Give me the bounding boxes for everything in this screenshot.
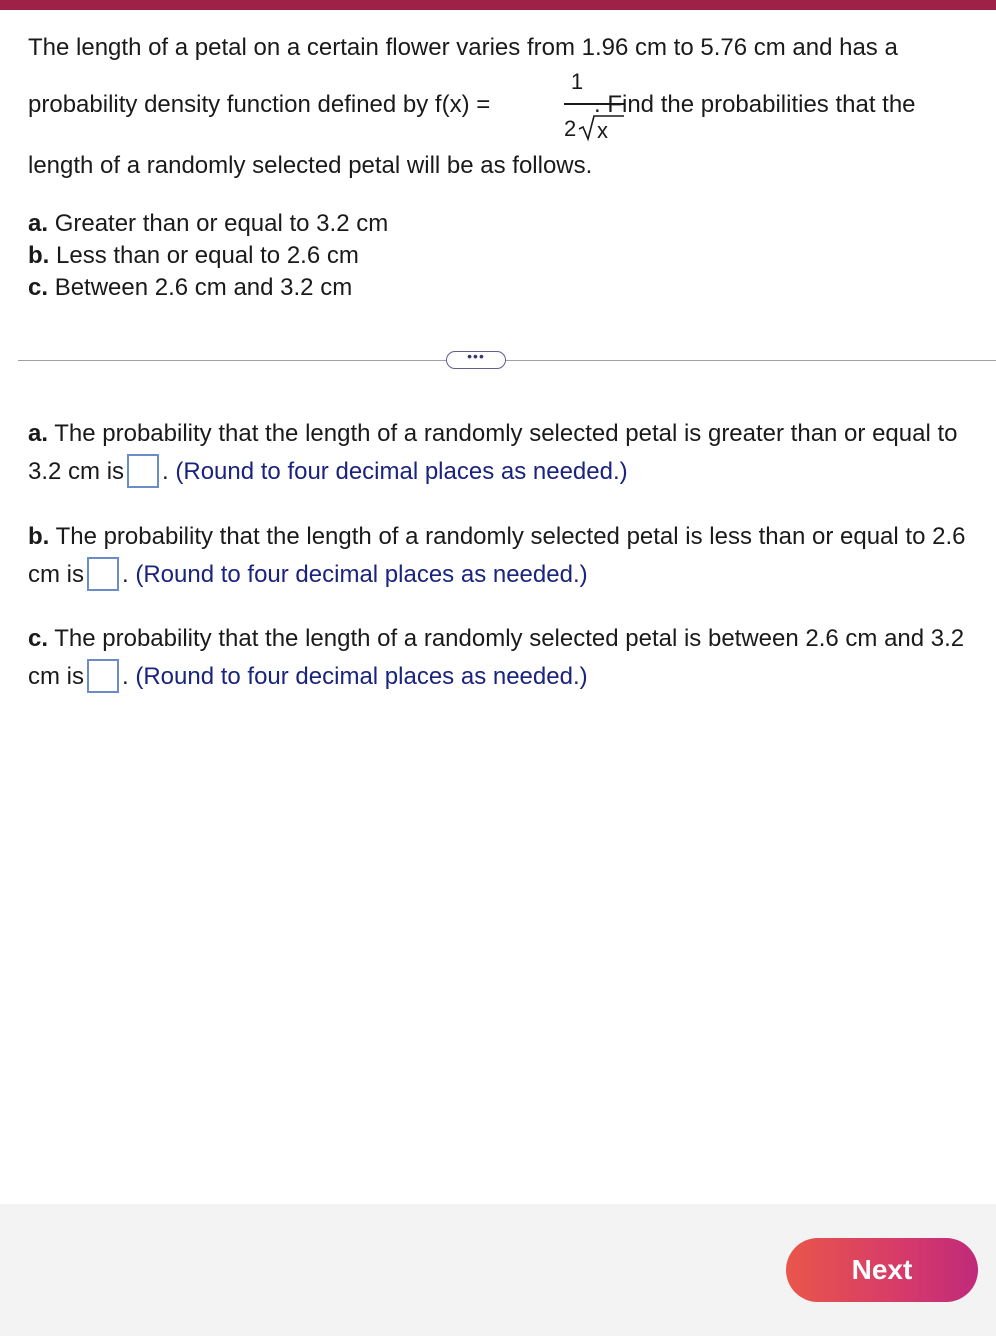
answer-text: The probability that the length of a randomly selected petal is between 2.6 cm and 3.2 cm is (28, 625, 965, 690)
more-options-button[interactable]: ••• (446, 351, 506, 369)
answer-text: The probability that the length of a randomly selected petal is greater than or equal to 3.2 cm is (28, 420, 958, 485)
round-hint: (Round to four decimal places as needed.) (135, 663, 588, 690)
part-text: Less than or equal to 2.6 cm (56, 242, 359, 269)
top-accent-bar (0, 0, 996, 10)
answer-text: The probability that the length of a randomly selected petal is less than or equal to 2.6 cm is (28, 523, 966, 588)
answer-b: b. The probability that the length of a randomly selected petal is less than or equal to 2.6 cm is . (Round to four decimal places as needed.) (28, 518, 978, 595)
part-text: Between 2.6 cm and 3.2 cm (54, 274, 353, 301)
answer-c: c. The probability that the length of a randomly selected petal is between 2.6 cm and 3.2 cm is . (Round to four decimal places as needed.) (28, 620, 978, 697)
section-divider (18, 360, 996, 361)
answer-letter: c. (28, 625, 49, 652)
denominator-coefficient: 2 (564, 116, 577, 141)
fraction-numerator: 1 (570, 69, 584, 94)
answer-a-input[interactable] (127, 454, 159, 488)
part-letter: a. (28, 210, 49, 237)
problem-line-3: length of a randomly selected petal will be as follows. (28, 152, 593, 179)
problem-line-2: probability density function defined by f(x) = (28, 91, 491, 118)
part-letter: c. (28, 274, 49, 301)
answer-a: a. The probability that the length of a randomly selected petal is greater than or equal to 3.2 cm is . (Round to four decimal places as needed.) (28, 415, 978, 492)
part-letter: b. (28, 242, 50, 269)
part-text: Greater than or equal to 3.2 cm (54, 210, 389, 237)
answer-letter: b. (28, 523, 50, 550)
round-hint: (Round to four decimal places as needed.) (175, 458, 628, 485)
part-c (28, 272, 388, 304)
parts-list (28, 208, 388, 304)
answer-c-input[interactable] (87, 659, 119, 693)
next-button[interactable]: Next (786, 1238, 978, 1302)
part-a (28, 208, 388, 240)
denominator-variable: x (597, 118, 608, 143)
answer-letter: a. (28, 420, 49, 447)
problem-line-1: The length of a petal on a certain flower varies from 1.96 cm to 5.76 cm and has a (28, 34, 898, 61)
round-hint: (Round to four decimal places as needed.) (135, 561, 588, 588)
answer-b-input[interactable] (87, 557, 119, 591)
part-b (28, 240, 388, 272)
problem-line-2-after: . Find the probabilities that the (594, 91, 916, 118)
